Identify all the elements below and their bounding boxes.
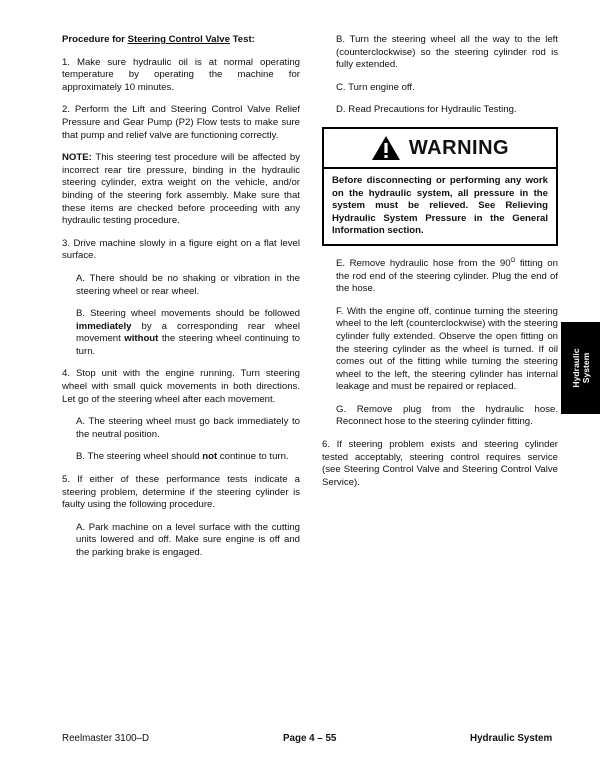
procedure-prefix: Procedure for <box>62 34 128 45</box>
warning-box <box>322 127 558 246</box>
note-text: This steering test procedure will be affected by incorrect rear tire pressure, binding in the hydraulic steering cylinder, extra weight on the vehicle, and/or binding of the steering fork assembly. Make sure that these items are checked before proceeding with any hydraulic testing procedure. <box>62 152 300 227</box>
step-5g: G. Remove plug from the hydraulic hose. Reconnect hose to the steering cylinder fitting. <box>336 403 558 428</box>
step-3b-emphasis-2: without <box>124 333 159 345</box>
procedure-title: Steering Control Valve <box>127 34 230 45</box>
step-3b-text-3: the steering wheel continuing to turn. <box>76 333 300 357</box>
step-5e-text: E. Remove hydraulic hose from the 90 <box>336 257 511 269</box>
step-4b-text: B. The steering wheel should <box>76 451 203 463</box>
step-1: 1. Make sure hydraulic oil is at normal operating temperature by operating the machine for approximately 10 minutes. <box>62 56 300 93</box>
note <box>62 152 300 228</box>
step-3b-emphasis-1: immediately <box>76 320 132 332</box>
step-4b <box>76 451 300 464</box>
step-3b-text-2: by a corresponding rear wheel movement <box>76 320 300 345</box>
step-3b-text: B. Steering wheel movements should be followed <box>76 308 300 320</box>
step-5e-text-2: fitting on the rod end of the steering cylinder. Plug the end of the hose. <box>336 257 558 295</box>
degree-superscript: O <box>510 257 516 264</box>
step-3b <box>76 308 300 358</box>
step-5a: A. Park machine on a level surface with the cutting units lowered and off. Make sure engine is off and the parking brake is engaged. <box>76 521 300 558</box>
right-column <box>322 34 558 499</box>
warning-header <box>324 129 556 169</box>
step-5d: D. Read Precautions for Hydraulic Testing. <box>336 104 517 116</box>
step-2: 2. Perform the Lift and Steering Control Valve Relief Pressure and Gear Pump (P2) Flow tests to make sure that pump and relief valve are functioning correctly. <box>62 104 300 141</box>
step-4: 4. Stop unit with the engine running. Turn steering wheel with small quick movements in both directions. Let go of the steering wheel after each movement. <box>62 368 300 405</box>
step-4a: A. The steering wheel must go back immediately to the neutral position. <box>76 416 300 440</box>
step-4b-emphasis: not <box>202 451 218 463</box>
procedure-heading <box>62 34 300 47</box>
step-3a: A. There should be no shaking or vibration in the steering wheel or rear wheel. <box>76 272 300 297</box>
footer-section: Hydraulic System <box>470 733 553 744</box>
step-5c: C. Turn engine off. <box>336 81 415 93</box>
section-tab-label <box>571 348 591 387</box>
procedure-suffix: Test: <box>229 34 255 45</box>
note-label: NOTE: <box>62 152 92 164</box>
step-5f: F. With the engine off, continue turning the steering wheel to the left (counterclockwise) with the steering cylinder fully extended. Observe the open fitting on the steering cylinder as the wheel is turned. If oil comes out of the fitting while turning the steering wheel to the left, the steering cylinder has internal leakage and must be repaired or replaced. <box>336 305 558 393</box>
warning-title: WARNING <box>408 136 510 159</box>
footer-page-number: Page 4 – 55 <box>283 733 337 744</box>
step-5b: B. Turn the steering wheel all the way to the left (counterclockwise) so the steering cylinder rod is fully extended. <box>336 34 558 71</box>
step-5e <box>336 258 558 296</box>
footer-model: Reelmaster 3100–D <box>62 733 150 744</box>
left-column <box>62 34 300 570</box>
section-tab <box>561 322 600 414</box>
section-tab-line-2: System <box>580 352 591 384</box>
step-3: 3. Drive machine slowly in a figure eight on a flat level surface. <box>62 237 300 262</box>
step-5: 5. If either of these performance tests indicate a steering problem, determine if the steering cylinder is faulty using the following procedure. <box>62 474 300 511</box>
step-6: 6. If steering problem exists and steering cylinder tested acceptably, steering control requires service (see Steering Control Valve and Steering Control Valve Service). <box>322 439 558 488</box>
warning-triangle-icon <box>371 135 401 161</box>
section-tab-line-1: Hydraulic <box>570 348 581 388</box>
step-4b-text-2: continue to turn. <box>217 451 289 463</box>
warning-text: Before disconnecting or performing any work on the hydraulic system, all pressure in the system must be relieved. See Relieving Hydraulic System Pressure in the General Information section. <box>332 174 548 237</box>
